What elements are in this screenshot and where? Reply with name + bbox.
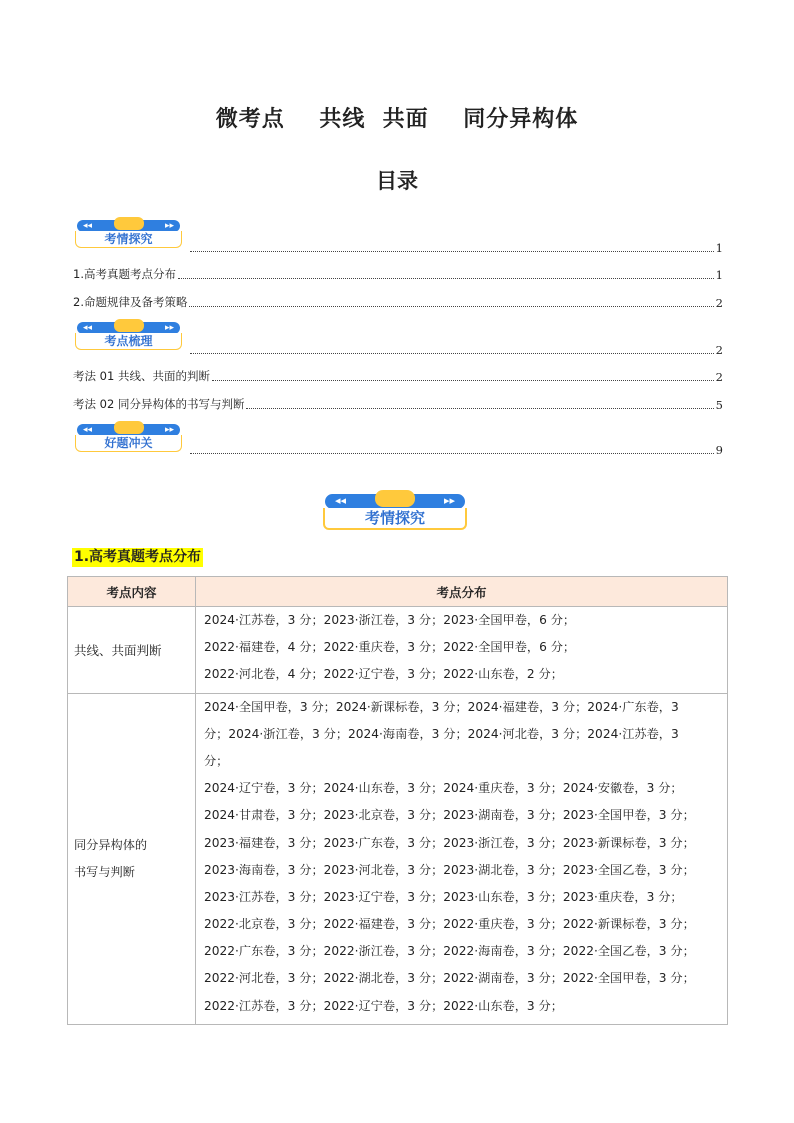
- distribution-line: 2022·福建卷，4 分；2022·重庆卷，3 分；2022·全国甲卷，6 分；: [204, 640, 576, 655]
- page-title: 微考点 共线 共面 同分异构体: [215, 107, 579, 132]
- badge-haoti: ◂◂ ▸▸ 好题冲关: [75, 424, 182, 452]
- toc-leader: [178, 277, 714, 279]
- exam-distribution-table: [67, 576, 728, 1025]
- distribution-cell: [196, 693, 728, 1024]
- toc-entry-method-01[interactable]: [73, 368, 723, 384]
- distribution-line: 2022·河北卷，4 分；2022·辽宁卷，3 分；2022·山东卷，2 分；: [204, 667, 563, 682]
- topic-cell: [68, 693, 196, 1024]
- table-header-row: [68, 577, 728, 607]
- distribution-line: 2023·江苏卷，3 分；2023·辽宁卷，3 分；2023·山东卷，3 分；2023·重庆卷，3 分；: [204, 889, 683, 904]
- toc-entry-2[interactable]: [73, 294, 723, 310]
- toc-page-number: 2: [715, 296, 723, 310]
- toc-leader: [212, 379, 714, 381]
- distribution-line: 2024·全国甲卷，3 分；2024·新课标卷，3 分；2024·福建卷，3 分；2024·广东卷，3: [204, 699, 679, 714]
- badge-label: 好题冲关: [75, 435, 182, 452]
- badge-label: 考点梳理: [75, 333, 182, 350]
- column-header: 考点内容: [68, 577, 196, 607]
- distribution-line: 2022·江苏卷，3 分；2022·辽宁卷，3 分；2022·山东卷，3 分；: [204, 998, 563, 1013]
- toc-entry-text: 考法 02 同分异构体的书写与判断: [73, 397, 245, 411]
- toc-entry-text: 1.高考真题考点分布: [73, 267, 176, 281]
- distribution-line: 2023·福建卷，3 分；2023·广东卷，3 分；2023·浙江卷，3 分；2023·新课标卷，3 分；: [204, 835, 695, 850]
- table-row: [68, 693, 728, 1024]
- toc-leader: [190, 250, 714, 252]
- toc-entry-1[interactable]: [73, 266, 723, 282]
- badge-label: 考情探究: [75, 231, 182, 248]
- toc-page-number: 5: [715, 398, 723, 412]
- toc-title: 目录: [376, 169, 418, 193]
- distribution-line: 分；: [204, 753, 229, 768]
- toc-entry-kaoqing[interactable]: [188, 239, 723, 255]
- section-heading: 1.高考真题考点分布: [74, 549, 202, 565]
- toc-page-number: 2: [715, 343, 723, 357]
- distribution-line: 2024·甘肃卷，3 分；2023·北京卷，3 分；2023·湖南卷，3 分；2023·全国甲卷，3 分；: [204, 808, 695, 823]
- topic-line: 同分异构体的: [74, 837, 148, 852]
- toc-entry-method-02[interactable]: [73, 396, 723, 412]
- distribution-line: 2024·辽宁卷，3 分；2024·山东卷，3 分；2024·重庆卷，3 分；2024·安徽卷，3 分；: [204, 781, 683, 796]
- toc-leader: [190, 352, 714, 354]
- distribution-line: 2022·北京卷，3 分；2022·福建卷，3 分；2022·重庆卷，3 分；2022·新课标卷，3 分；: [204, 917, 695, 932]
- toc-leader: [190, 452, 714, 454]
- section-badge-kaoqing: ◂◂ ▸▸ 考情探究: [323, 494, 467, 530]
- distribution-line: 分；2024·浙江卷，3 分；2024·海南卷，3 分；2024·河北卷，3 分；2024·江苏卷，3: [204, 726, 679, 741]
- toc-page-number: 2: [715, 370, 723, 384]
- topic-cell: 共线、共面判断: [68, 607, 196, 694]
- toc-leader: [189, 305, 713, 307]
- column-header: 考点分布: [196, 577, 728, 607]
- toc-page-number: 9: [715, 443, 723, 457]
- badge-kaoqing: ◂◂ ▸▸ 考情探究: [75, 220, 182, 248]
- toc-entry-text: 2.命题规律及备考策略: [73, 295, 188, 309]
- distribution-line: 2023·海南卷，3 分；2023·河北卷，3 分；2023·湖北卷，3 分；2023·全国乙卷，3 分；: [204, 862, 695, 877]
- distribution-line: 2022·广东卷，3 分；2022·浙江卷，3 分；2022·海南卷，3 分；2022·全国乙卷，3 分；: [204, 944, 695, 959]
- badge-kaodian: ◂◂ ▸▸ 考点梳理: [75, 322, 182, 350]
- toc-entry-kaodian[interactable]: [188, 341, 723, 357]
- table-row: [68, 607, 728, 694]
- distribution-line: 2022·河北卷，3 分；2022·湖北卷，3 分；2022·湖南卷，3 分；2022·全国甲卷，3 分；: [204, 971, 695, 986]
- toc-page-number: 1: [715, 268, 723, 282]
- toc-page-number: 1: [715, 241, 723, 255]
- toc-entry-text: 考法 01 共线、共面的判断: [73, 369, 210, 383]
- badge-label: 考情探究: [323, 508, 467, 530]
- topic-line: 书写与判断: [74, 864, 135, 879]
- distribution-line: 2024·江苏卷，3 分；2023·浙江卷，3 分；2023·全国甲卷，6 分；: [204, 613, 576, 627]
- toc-entry-haoti[interactable]: [188, 441, 723, 457]
- toc-leader: [246, 407, 713, 409]
- distribution-cell: [196, 607, 728, 694]
